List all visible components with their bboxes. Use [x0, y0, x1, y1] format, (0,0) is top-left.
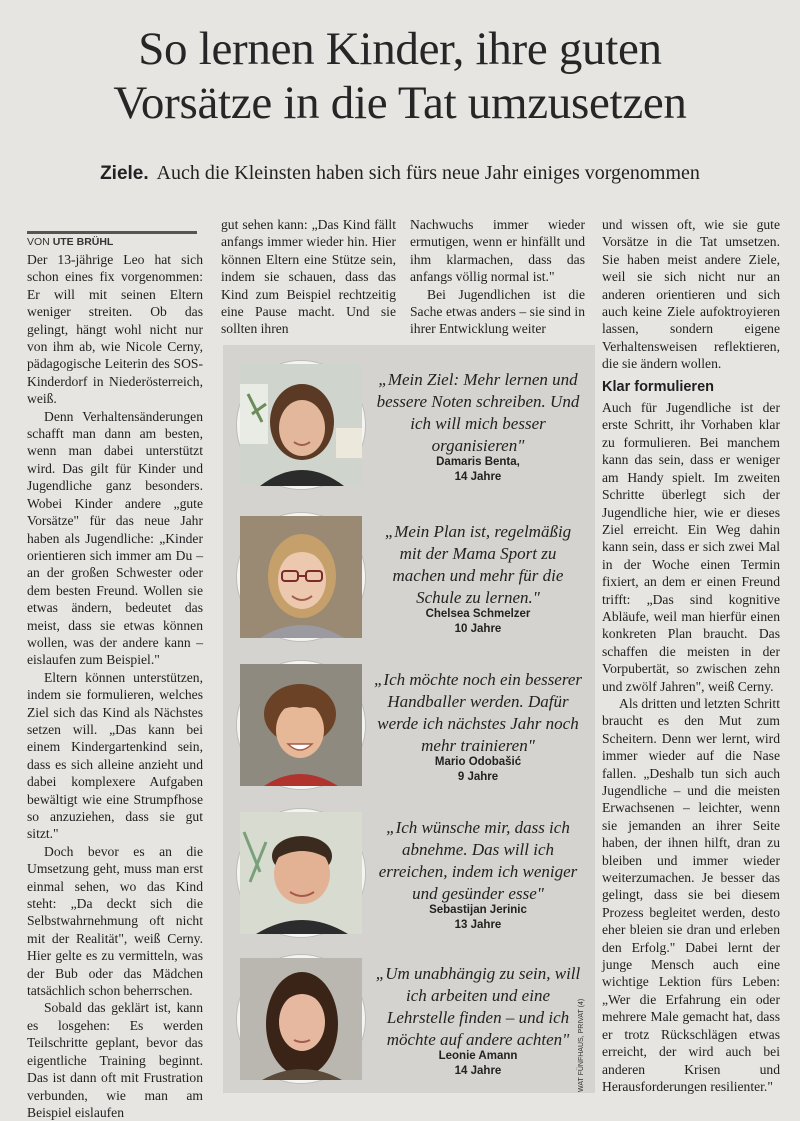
quote-entry: [223, 949, 595, 1094]
person-name: Sebastijan Jerinic: [429, 904, 527, 916]
quote-text: „Mein Plan ist, regelmäßig mit der Mama Sport zu machen und mehr für die Schule zu lernen.": [384, 522, 572, 607]
portrait-photo: [237, 661, 365, 789]
quote-entry: [223, 803, 595, 948]
subhead-label: Ziele.: [100, 163, 149, 184]
headline-line-1: So lernen Kinder, ihre guten: [138, 23, 662, 75]
headline-line-2: Vorsätze in die Tat umzusetzen: [113, 77, 687, 129]
paragraph: Auch für Jugendliche ist der erste Schritt, ihr Vorhaben klar zu formulieren. Bei manchem kann das sein, dass er weniger am Handy spielt. Im zweiten Schritte überlegt sich der Jugendliche hier, wie er dieses Ziel erreicht. Ein Weg dahin kann sein, dass er sich zwei Mal in der Woche einen Termin fixiert, an dem er einen Freund trifft: „Das sind kognitive Abläufe, weil man hierfür einen konkreten Plan braucht. Das schaffen die meisten in der Vorpubertät, so zwischen zehn und zwölf Jahren", weiß Cerny.: [602, 400, 780, 694]
person-age: 14 Jahre: [454, 471, 502, 483]
subhead-text: Auch die Kleinsten haben sich fürs neue Jahr einiges vorgenommen: [156, 162, 700, 184]
article-column-1: [27, 251, 203, 1120]
quote-text: „Mein Ziel: Mehr lernen und bessere Noten schreiben. Und ich will mich besser organisieren": [376, 370, 580, 455]
quotes-panel: [223, 345, 595, 1093]
section-heading: Klar formulieren: [602, 378, 714, 395]
paragraph: Als dritten und letzten Schritt braucht es den Mut zum Scheitern. Denn wer lernt, wird immer wieder auf die Nase fallen. „Deshalb tun sich auch Jugendliche – und die meisten Erwachsenen – leichter, wenn sie jemanden an ihrer Seite haben, der ihnen hilft, dran zu bleiben und immer wieder weiterzumachen. Je besser das gelingt, dass sie bei diesem Prozess begleitet werden, desto eher bleien sie dran und erleben den Erfolg." Dabei lernt der junge Mensch auch eine wichtige Lektion fürs Leben: „Wer die Erfahrung ein oder mehrere Male gemacht hat, dass er trotz Rückschlägen etwas erreicht, der wird auch bei anderen Krisen und Herausforderungen resilienter.": [602, 695, 780, 1094]
person-name: Leonie Amann: [438, 1050, 518, 1062]
byline-author: UTE BRÜHL: [52, 236, 114, 248]
portrait-photo: [237, 361, 365, 489]
quote-text: „Ich wünsche mir, dass ich abnehme. Das will ich erreichen, indem ich weniger und gesünder esse": [378, 818, 578, 903]
quote-entry: [223, 655, 595, 800]
person-age: 13 Jahre: [454, 919, 502, 931]
person-name: Damaris Benta,: [436, 456, 520, 468]
byline-prefix: VON: [27, 236, 50, 248]
article-column-2: [221, 216, 396, 337]
person-age: 14 Jahre: [454, 1065, 502, 1077]
person-age: 9 Jahre: [457, 771, 499, 783]
byline: [27, 231, 197, 248]
portrait-photo: [237, 955, 365, 1083]
paragraph: Bei Jugendlichen ist die Sache etwas anders – sie sind in ihrer Entwicklung weiter: [410, 286, 585, 337]
article-column-3: [410, 216, 585, 337]
paragraph: Doch bevor es an die Umsetzung geht, muss man erst einmal sehen, wo das Kind steht: „Da deckt sich die Selbstwahrnehmung oft nicht mit der Realität", weiß Cerny. Hier gelte es zu vermitteln, was der Bub oder das Mädchen tatsächlich schon beherrschen.: [27, 843, 203, 999]
quote-text: „Ich möchte noch ein besserer Handballer werden. Dafür werde ich nächstes Jahr noch mehr trainieren": [373, 670, 583, 755]
article-column-4: [602, 216, 780, 1096]
quote-text: „Um unabhängig zu sein, will ich arbeiten und eine Lehrstelle finden – und ich möchte auf andere achten": [375, 964, 581, 1049]
person-name: Chelsea Schmelzer: [425, 608, 531, 620]
paragraph: Nachwuchs immer wieder ermutigen, wenn er hinfällt und ihm klarmachen, dass das anfangs völlig normal ist.": [410, 217, 585, 285]
paragraph: Eltern können unterstützen, indem sie formulieren, welches Ziel sich das Kind als Nächstes setzen will. „Das kann bei einem Kindergartenkind sein, dass es sich alleine anzieht und dabei komplexere Aufgaben bewältigt wie eine Strumpfhose so anzuziehen, dass sie gut sitzt.": [27, 669, 203, 842]
subheadline: [0, 162, 800, 185]
person-name: Mario Odobašić: [434, 756, 522, 768]
paragraph: Der 13-jährige Leo hat sich schon eines fix vorgenommen: Er will mit seinen Eltern weniger streiten. Ob das gelingt, hängt wohl nicht nur von ihm ab, wie Nicole Cerny, pädagogische Leiterin des SOS-Kinderdorf in Niederösterreich, weiß.: [27, 252, 203, 407]
paragraph: und wissen oft, wie sie gute Vorsätze in die Tat umsetzen. Sie haben meist andere Ziele, weil sie sich nicht nur an anderen orientieren und sich auch keine Ziele aufoktroyieren lassen, sondern eigene Verhaltensweisen reflektieren, die sie ändern wollen.: [602, 217, 780, 372]
quote-entry: [223, 355, 595, 500]
quote-entry: [223, 507, 595, 652]
photo-credit: WAT FÜNFHAUS, PRIVAT (4): [578, 998, 585, 1092]
headline: [0, 22, 800, 130]
portrait-photo: [237, 809, 365, 937]
person-age: 10 Jahre: [454, 623, 502, 635]
portrait-photo: [237, 513, 365, 641]
paragraph: Denn Verhaltensänderungen schafft man dann am besten, wenn man dabei unterstützt wird. Das gilt für Kinder und Jugendliche ganz besonders. Wobei Kinder andere „gute Vorsätze" für das neue Jahr haben als Jugendliche: „Kinder orientieren sich immer am Du – an der großen Schwester oder dem besten Freund. Wollen sie etwas ändern, bedeutet das meist, dass sie etwas können wollen, was der andere kann – eislaufen zum Beispiel.": [27, 408, 203, 668]
paragraph: gut sehen kann: „Das Kind fällt anfangs immer wieder hin. Hier können Eltern eine Stütze sein, indem sie schauen, dass das Kind zum Beispiel rechtzeitig eine Pause macht. Und sie sollten ihren: [221, 217, 396, 337]
paragraph: Sobald das geklärt ist, kann es losgehen: Es werden Teilschritte geplant, bevor das eigentliche Training beginnt. Das ist dann oft mit Frustration verbunden, wie man am Beispiel eislaufen: [27, 1000, 203, 1120]
